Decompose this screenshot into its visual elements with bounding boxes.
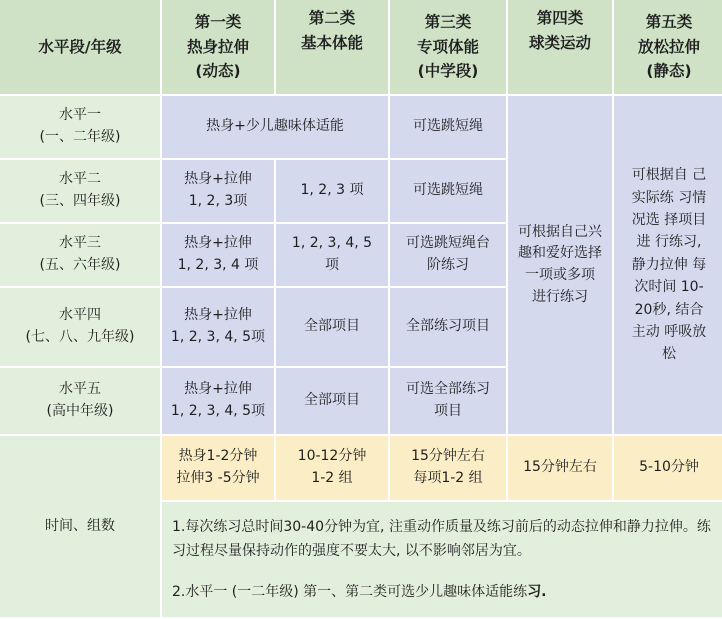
category-2-cell: 1, 2, 3 项 bbox=[276, 160, 388, 222]
level-cell: 水平二 (三、四年级) bbox=[0, 160, 160, 222]
category-1-cell: 热身+拉伸 1, 2, 3, 4 项 bbox=[162, 224, 274, 286]
note-1: 1.每次练习总时间30-40分钟为宜, 注重动作质量及练习前后的动态拉伸和静力拉伸。练习过程尽量保持动作的强度不要太大, 以不影响邻居为宜。 bbox=[172, 518, 711, 560]
category-3-cell: 可选全部练习 项目 bbox=[390, 368, 506, 434]
time-category-1-cell: 热身1-2分钟 拉伸3 -5分钟 bbox=[162, 436, 274, 500]
notes-cell bbox=[162, 502, 722, 617]
category-1-cell: 热身+拉伸 1, 2, 3, 4, 5项 bbox=[162, 368, 274, 434]
time-label-cell: 时间、组数 bbox=[0, 436, 160, 617]
time-category-2-cell: 10-12分钟 1-2 组 bbox=[276, 436, 388, 500]
header-category-5: 第五类 放松拉伸 (静态) bbox=[614, 0, 722, 94]
time-category-4-cell: 15分钟左右 bbox=[508, 436, 612, 500]
header-category-4: 第四类 球类运动 bbox=[508, 0, 612, 94]
category-2-cell: 1, 2, 3, 4, 5 项 bbox=[276, 224, 388, 286]
header-category-2: 第二类 基本体能 bbox=[276, 0, 388, 94]
level-cell: 水平一 (一、二年级) bbox=[0, 96, 160, 158]
time-category-3-cell: 15分钟左右 每项1-2 组 bbox=[390, 436, 506, 500]
header-category-1: 第一类 热身拉伸 (动态) bbox=[162, 0, 274, 94]
level-cell: 水平五 (高中年级) bbox=[0, 368, 160, 434]
header-corner: 水平段/年级 bbox=[0, 0, 160, 94]
category-3-cell: 可选跳短绳 bbox=[390, 160, 506, 222]
category-1-cell: 热身+拉伸 1, 2, 3, 4, 5项 bbox=[162, 288, 274, 366]
category-1-cell: 热身+拉伸 1, 2, 3项 bbox=[162, 160, 274, 222]
table-row bbox=[0, 436, 722, 500]
header-category-3: 第三类 专项体能 (中学段) bbox=[390, 0, 506, 94]
category-1-2-cell: 热身+少儿趣味体适能 bbox=[162, 96, 388, 158]
level-cell: 水平四 (七、八、九年级) bbox=[0, 288, 160, 366]
category-3-cell: 可选跳短绳 bbox=[390, 96, 506, 158]
level-cell: 水平三 (五、六年级) bbox=[0, 224, 160, 286]
table-row bbox=[0, 96, 722, 158]
category-3-cell: 全部练习项目 bbox=[390, 288, 506, 366]
category-5-merged-cell: 可根据自 己 实际练 习情 况选 择项目 进 行练习, 静力拉伸 每 次时间 10- 20秒, 结合 主动 呼吸放 松 bbox=[614, 96, 722, 434]
time-category-5-cell: 5-10分钟 bbox=[614, 436, 722, 500]
category-2-cell: 全部项目 bbox=[276, 288, 388, 366]
category-3-cell: 可选跳短绳台 阶练习 bbox=[390, 224, 506, 286]
category-2-cell: 全部项目 bbox=[276, 368, 388, 434]
category-4-merged-cell: 可根据自己兴 趣和爱好选择 一项或多项 进行练习 bbox=[508, 96, 612, 434]
note-2: 2.水平一 (一二年级) 第一、第二类可选少儿趣味体适能练习. bbox=[172, 583, 547, 600]
